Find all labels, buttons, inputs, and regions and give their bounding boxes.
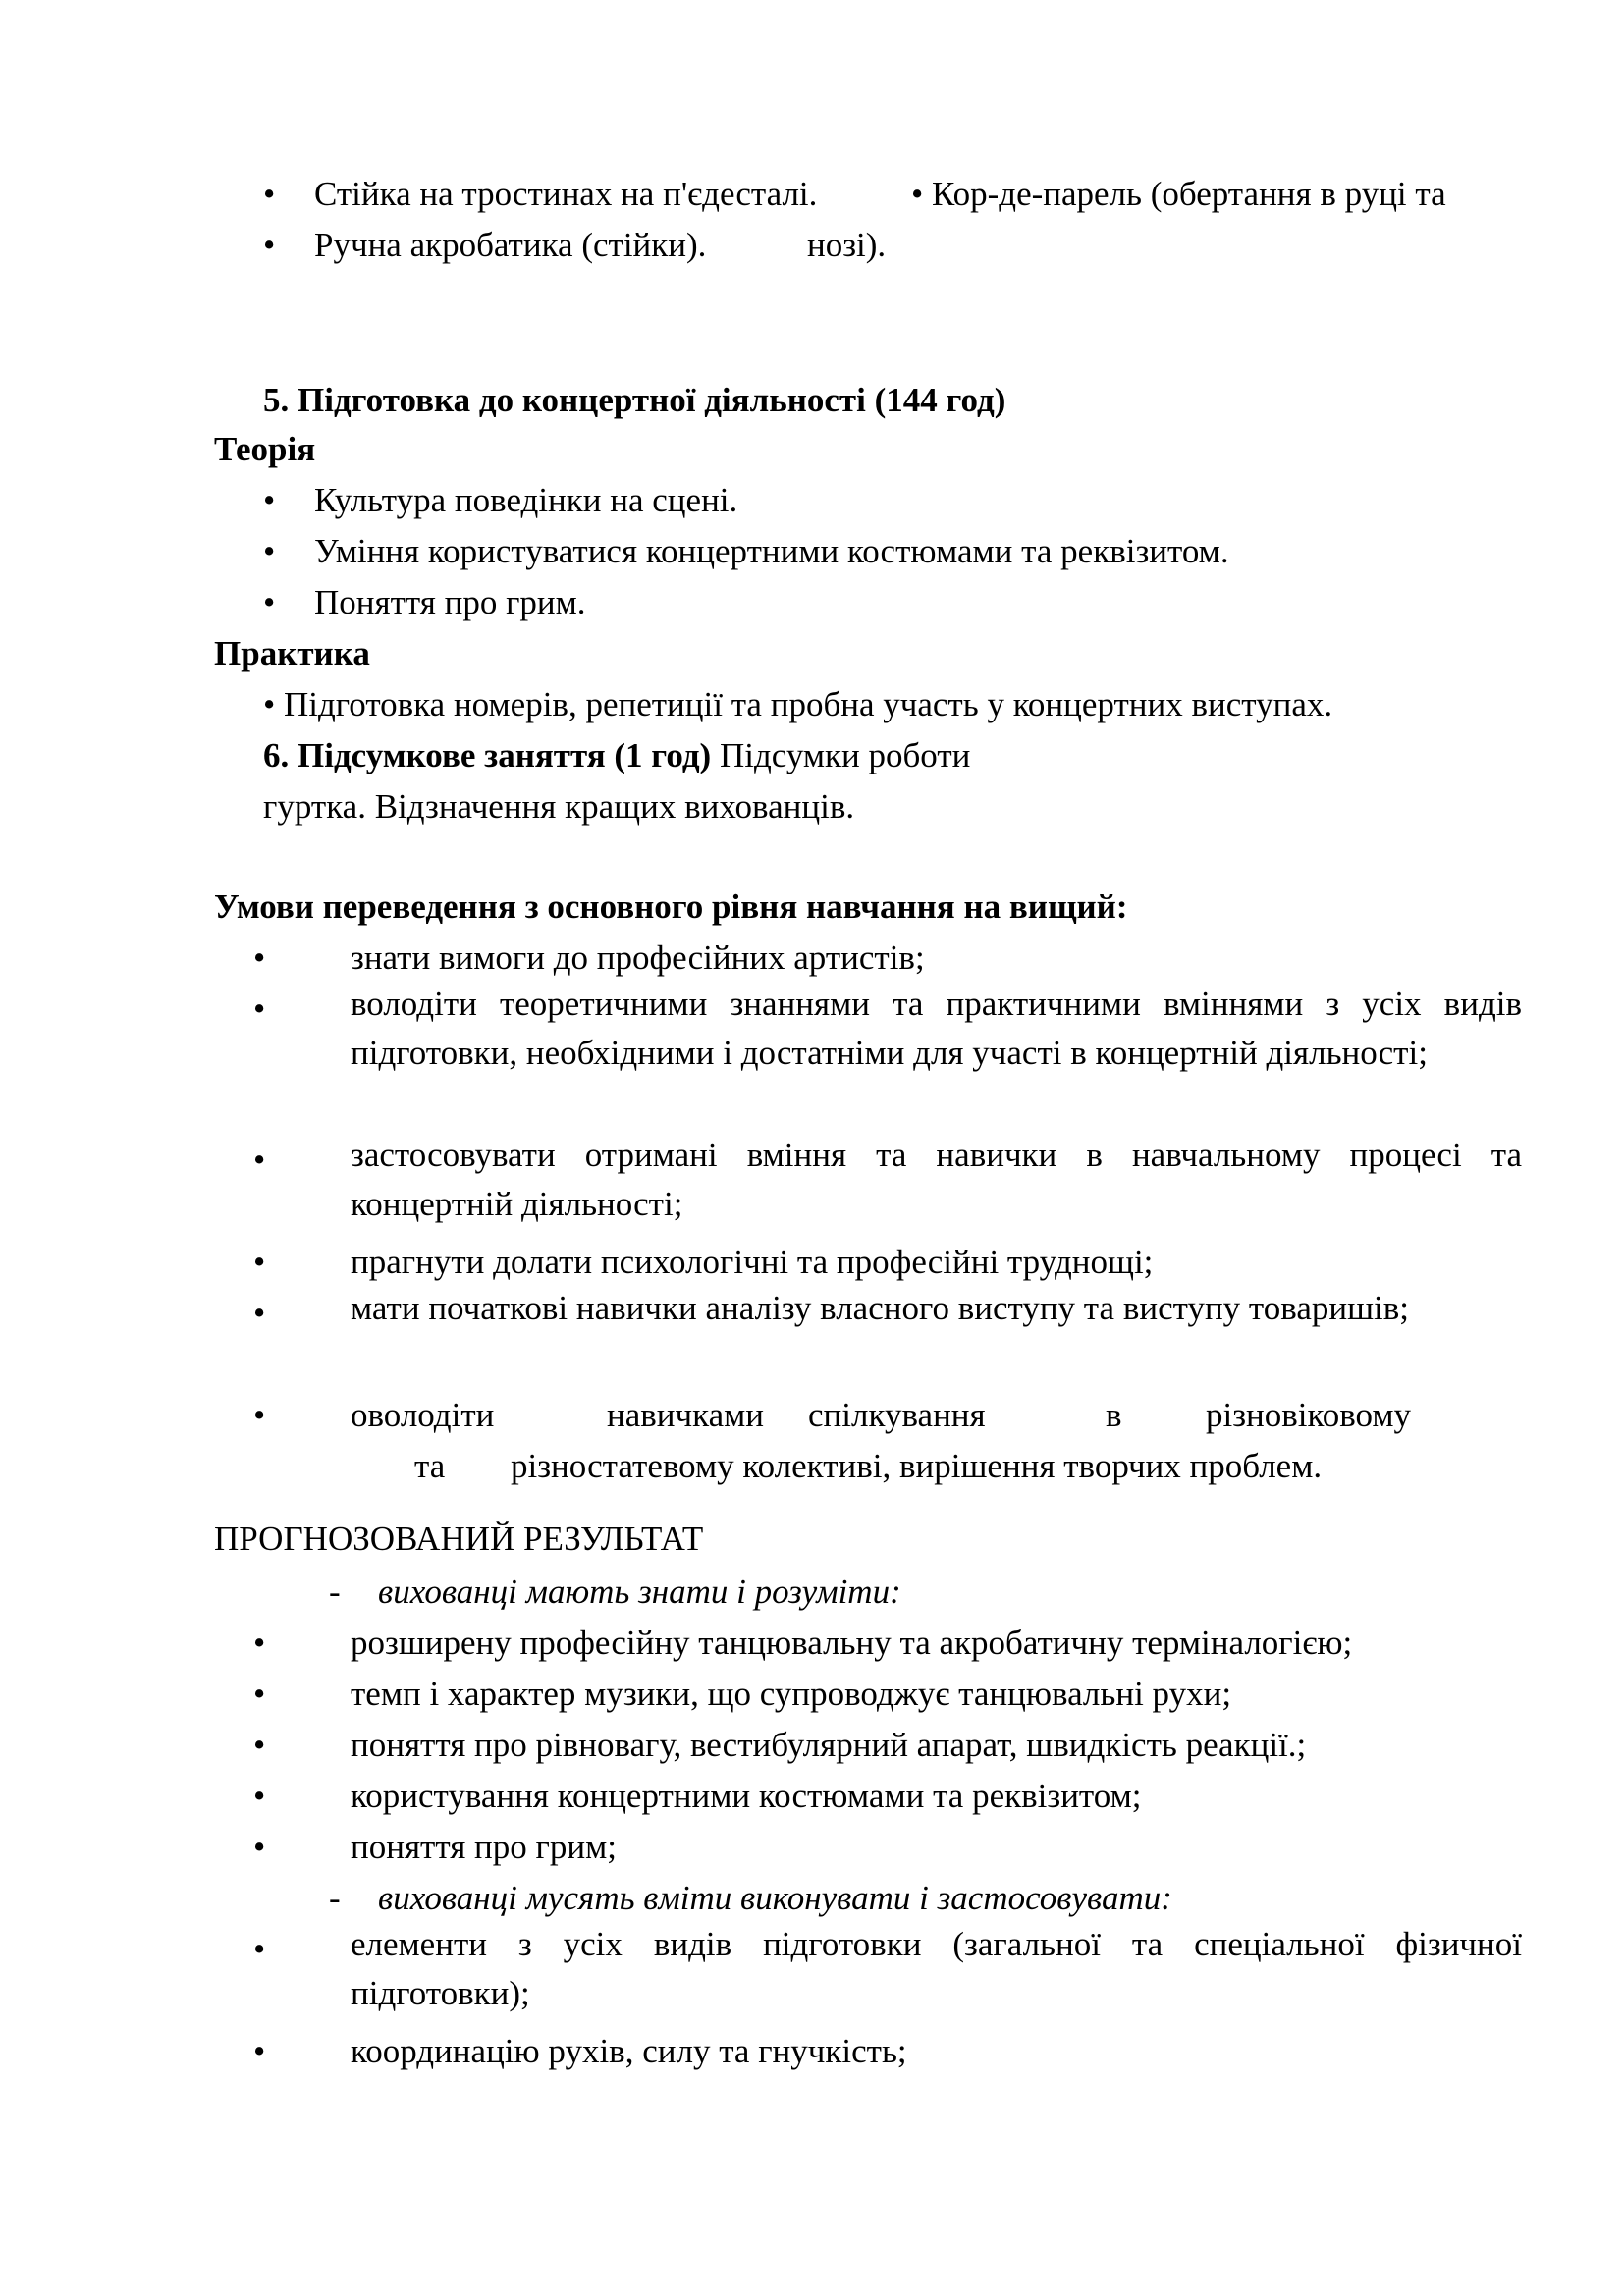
list-item: елементи з усіх видів підготовки (загальної та спеціальної фізичної підготовки);: [351, 1925, 1522, 2012]
result-heading: ПРОГНОЗОВАНИЙ РЕЗУЛЬТАТ: [214, 1520, 704, 1558]
bullet: •: [253, 1624, 266, 1662]
bullet: •: [263, 481, 276, 519]
list-item-word: в: [1106, 1396, 1122, 1434]
paragraph-text: Підсумки роботи: [719, 736, 971, 774]
bullet: •: [253, 1726, 266, 1764]
bullet: •: [253, 989, 266, 1028]
list-item: • Кор-де-парель (обертання в руці та: [911, 175, 1446, 213]
bullet: •: [253, 1141, 266, 1179]
bullet: •: [253, 1243, 266, 1281]
sub-label-know: вихованці мають знати і розуміти:: [378, 1573, 901, 1611]
list-item-word: різностатевому колективі, вирішення творчих проблем.: [511, 1447, 1323, 1485]
list-item: темп і характер музики, що супроводжує танцювальні рухи;: [351, 1675, 1232, 1713]
bullet: •: [253, 1828, 266, 1866]
conditions-heading: Умови переведення з основного рівня навчання на вищий:: [214, 887, 1128, 926]
bullet: •: [253, 1396, 266, 1434]
list-item: застосовувати отримані вміння та навички в навчальному процесі та концертній діяльності;: [351, 1136, 1522, 1223]
list-item-word: різновіковому: [1206, 1396, 1412, 1434]
list-item: розширену професійну танцювальну та акробатичну терміналогією;: [351, 1624, 1353, 1662]
sub-label-able: вихованці мусять вміти виконувати і застосовувати:: [378, 1879, 1172, 1917]
list-item-word: спілкування: [808, 1396, 986, 1434]
list-item: знати вимоги до професійних артистів;: [351, 938, 925, 977]
list-item: Ручна акробатика (стійки).: [314, 226, 707, 264]
list-item: Стійка на тростинах на п'єдесталі.: [314, 175, 818, 213]
bullet: •: [253, 1294, 266, 1332]
subheading-theory: Теорія: [214, 430, 316, 468]
list-item: координацію рухів, силу та гнучкість;: [351, 2032, 907, 2070]
list-item: поняття про рівновагу, вестибулярний апарат, швидкість реакції.;: [351, 1726, 1307, 1764]
list-item: нозі).: [807, 226, 887, 264]
dash: -: [329, 1879, 341, 1917]
section-6-line: [263, 738, 970, 773]
bullet: •: [253, 1930, 266, 1968]
bullet: •: [263, 532, 276, 570]
list-item: Поняття про грим.: [314, 583, 586, 621]
bullet: •: [253, 1675, 266, 1713]
bullet: •: [253, 2032, 266, 2070]
list-item: володіти теоретичними знаннями та практичними вміннями з усіх видів підготовки, необхідними і достатніми для участі в концертній діяльності;: [351, 985, 1522, 1072]
bullet: •: [263, 583, 276, 621]
list-item: Культура поведінки на сцені.: [314, 481, 738, 519]
list-item: користування концертними костюмами та реквізитом;: [351, 1777, 1142, 1815]
bullet: •: [263, 175, 276, 213]
section-heading: 6. Підсумкове заняття (1 год): [263, 736, 712, 774]
paragraph-text: гуртка. Відзначення кращих вихованців.: [263, 787, 855, 826]
bullet: •: [253, 1777, 266, 1815]
list-item: поняття про грим;: [351, 1828, 617, 1866]
list-item: прагнути долати психологічні та професійні труднощі;: [351, 1243, 1154, 1281]
section-heading: 5. Підготовка до концертної діяльності (144 год): [263, 381, 1006, 419]
list-item: мати початкові навички аналізу власного виступу та виступу товаришів;: [351, 1289, 1410, 1327]
bullet: •: [253, 938, 266, 977]
list-item-word: навичками: [607, 1396, 765, 1434]
list-item-word: та: [414, 1447, 446, 1485]
list-item: Уміння користуватися концертними костюмами та реквізитом.: [314, 532, 1229, 570]
list-item-word: оволодіти: [351, 1396, 495, 1434]
list-item: • Підготовка номерів, репетиції та пробна участь у концертних виступах.: [263, 685, 1333, 723]
bullet: •: [263, 226, 276, 264]
subheading-practice: Практика: [214, 634, 370, 672]
dash: -: [329, 1573, 341, 1611]
